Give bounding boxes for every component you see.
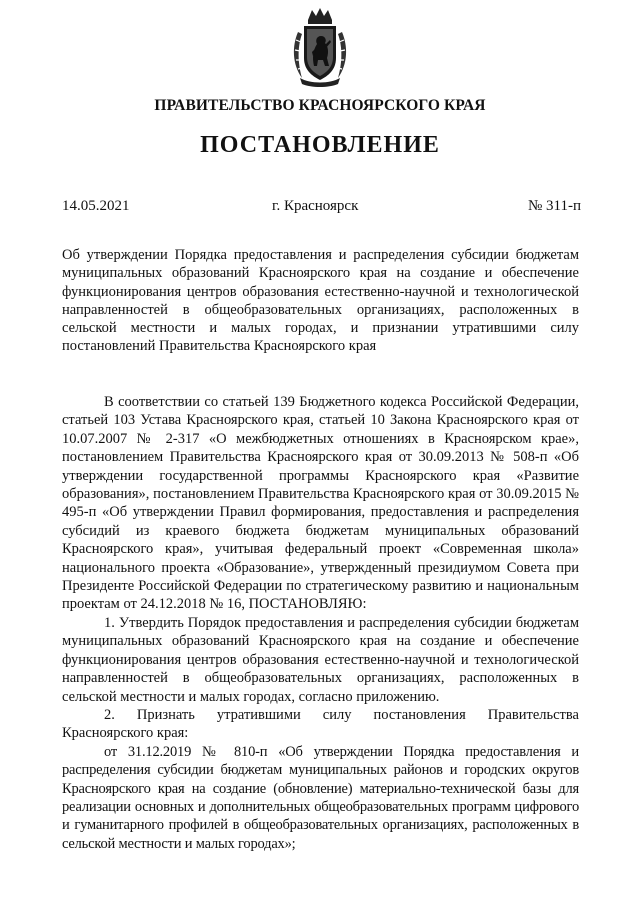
krasnoyarsk-coat-of-arms-icon xyxy=(288,6,352,90)
document-number: № 311-п xyxy=(528,198,582,214)
document-type-heading: ПОСТАНОВЛЕНИЕ xyxy=(200,132,440,158)
document-body xyxy=(62,393,579,853)
government-name: ПРАВИТЕЛЬСТВО КРАСНОЯРСКОГО КРАЯ xyxy=(154,97,486,114)
repealed-act-paragraph: от 31.12.2019 № 810-п «Об утверждении Порядка предоставления и распределения субсидии бюджетам муниципальных районов и городских округов Красноярского края на создание (обновление) материально-технической базы для реализации основных и дополнительных общеобразовательных программ цифрового и гуманитарного профилей в общеобразовательных организациях, расположенных в сельской местности и малых городах»; xyxy=(62,743,579,852)
preamble-paragraph: В соответствии со статьей 139 Бюджетного кодекса Российской Федерации, статьей 103 Устава Красноярского края, статьей 10 Закона Красноярского края от 10.07.2007 № 2-317 «О межбюджетных отношениях в Красноярском крае», постановлением Правительства Красноярского края от 30.09.2013 № 508-п «Об утверждении государственной программы Красноярского края «Развитие образования», постановлением Правительства Красноярского края от 30.09.2015 № 495-п «Об утверждении Правил формирования, предоставления и распределения субсидий из краевого бюджета бюджетам муниципальных образований Красноярского края», учитывая федеральный проект «Современная школа» национального проекта «Образование», утвержденный президиумом Совета при Президенте Российской Федерации по стратегическому развитию и национальным проектам от 24.12.2018 № 16, ПОСТАНОВЛЯЮ: xyxy=(62,394,579,613)
clause-1-paragraph: 1. Утвердить Порядок предоставления и распределения субсидии бюджетам муниципальных образований Красноярского края на создание и обеспечение функционирования центров образования естественно-научной и технологической направленностей в общеобразовательных организациях, расположенных в сельской местности и малых городах, согласно приложению. xyxy=(62,614,579,705)
document-date: 14.05.2021 xyxy=(62,198,130,214)
document-city: г. Красноярск xyxy=(272,198,359,214)
document-title: Об утверждении Порядка предоставления и распределения субсидии бюджетам муниципальных образований Красноярского края на создание и обеспечение функционирования центров образования естественно-научной и технологической направленностей в общеобразовательных организациях, расположенных в сельской местности и малых городах, и признании утратившими силу постановлений Правительства Красноярского края xyxy=(62,247,579,355)
clause-2-paragraph: 2. Признать утратившими силу постановления Правительства Красноярского края: xyxy=(62,706,579,742)
